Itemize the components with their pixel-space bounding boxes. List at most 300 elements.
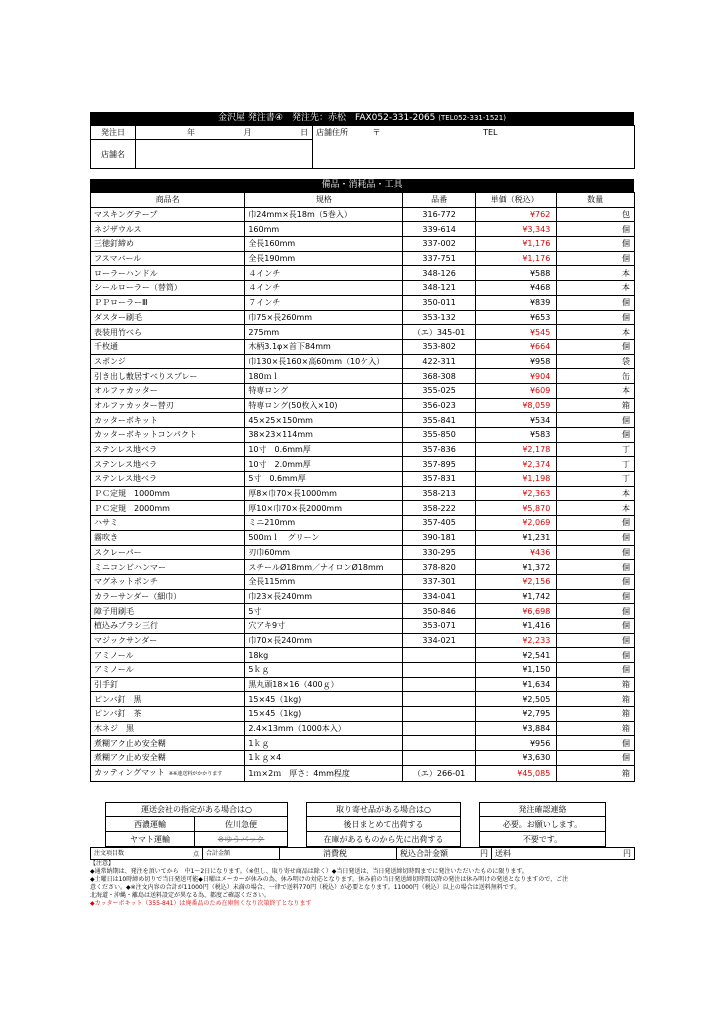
item-code: 358-222 xyxy=(403,501,475,516)
item-quantity-unit[interactable]: 個 xyxy=(557,516,635,531)
item-spec: 1ｋｇ xyxy=(245,736,403,751)
item-name: スポンジ xyxy=(94,356,126,366)
item-row xyxy=(91,339,635,354)
item-name-cell xyxy=(91,369,245,384)
item-name: 引手釘 xyxy=(94,680,118,690)
backorder-box-title: 取り寄せ品がある場合は○ xyxy=(307,803,461,817)
tax-label: 消費税 xyxy=(323,849,347,858)
item-quantity-unit[interactable]: 本 xyxy=(557,281,635,296)
item-spec: 木柄3.1φ×首下84mm xyxy=(245,339,403,354)
item-spec: 穴アキ9寸 xyxy=(245,618,403,633)
item-price: ¥583 xyxy=(475,428,556,443)
item-name: ローラーハンドル xyxy=(94,268,158,278)
item-spec: 2.4×13mm（1000本入） xyxy=(245,721,403,736)
item-note: ※※連送料がかかります xyxy=(168,770,223,777)
items-table xyxy=(90,192,635,782)
item-spec: 275mm xyxy=(245,325,403,340)
option-confirmation-required[interactable]: 必要。お願いします。 xyxy=(480,817,606,832)
item-price: ¥2,069 xyxy=(475,516,556,531)
item-spec: 特専ロング xyxy=(245,383,403,398)
item-code: 339-614 xyxy=(403,222,475,237)
item-row xyxy=(91,237,635,252)
option-ship-together[interactable]: 後日まとめて出荷する xyxy=(307,817,461,832)
item-row xyxy=(91,765,635,781)
item-price: ¥1,634 xyxy=(475,677,556,692)
item-name: 煮糊アク止め安全糊 xyxy=(94,753,166,763)
item-row xyxy=(91,677,635,692)
item-code: 337-301 xyxy=(403,574,475,589)
item-name: ネジザウルス xyxy=(94,224,142,234)
notes-line-3: 意ください。◆※注文内容の合計が11000円（税込）未満の場合、一律で送料770円（税込）が必要となります。11000円（税込）以上の場合は送料無料です。 xyxy=(90,884,521,891)
item-name: ＰＰローラーⅢ xyxy=(94,298,148,308)
item-name-cell xyxy=(91,736,245,751)
item-row xyxy=(91,663,635,678)
item-code: 334-041 xyxy=(403,589,475,604)
item-name: スクレーパー xyxy=(94,547,142,557)
item-quantity-unit[interactable]: 個 xyxy=(557,663,635,678)
store-info-table xyxy=(90,125,635,169)
item-code: 355-841 xyxy=(403,413,475,428)
item-name: 引き出し敷居すべりスプレー xyxy=(94,371,198,381)
item-price: ¥762 xyxy=(475,207,556,222)
item-name-cell xyxy=(91,266,245,281)
item-name: マグネットポンチ xyxy=(94,577,158,587)
item-name: ダスター刷毛 xyxy=(94,312,142,322)
item-row xyxy=(91,516,635,531)
item-quantity-unit[interactable]: 個 xyxy=(557,604,635,619)
item-code: 337-751 xyxy=(403,251,475,266)
shipping-box-title: 運送会社の指定がある場合は○ xyxy=(106,803,288,817)
item-code: 378-820 xyxy=(403,560,475,575)
item-price: ¥653 xyxy=(475,310,556,325)
item-price: ¥1,150 xyxy=(475,663,556,678)
item-code: 348-121 xyxy=(403,281,475,296)
item-code: （エ）345-01 xyxy=(403,325,475,340)
item-price: ¥2,233 xyxy=(475,633,556,648)
item-code xyxy=(403,663,475,678)
item-spec: 15×45（1kg) xyxy=(245,692,403,707)
item-price: ¥958 xyxy=(475,354,556,369)
item-code: 334-021 xyxy=(403,633,475,648)
item-quantity-unit[interactable]: 個 xyxy=(557,413,635,428)
item-price: ¥45,085 xyxy=(475,765,556,781)
order-form-title-bar xyxy=(90,112,634,125)
item-quantity-unit[interactable]: 個 xyxy=(557,736,635,751)
item-price: ¥2,178 xyxy=(475,442,556,457)
item-quantity-unit[interactable]: 缶 xyxy=(557,369,635,384)
item-price: ¥3,884 xyxy=(475,721,556,736)
item-quantity-unit[interactable]: 個 xyxy=(557,618,635,633)
item-row xyxy=(91,281,635,296)
item-name: ステンレス地ベラ xyxy=(94,474,157,484)
item-spec: ４インチ xyxy=(245,281,403,296)
item-spec: 160mm xyxy=(245,222,403,237)
notes-line-4: 北海道・沖縄・離島は送料設定が異なる為、都度ご確認ください。 xyxy=(90,892,271,899)
notes-section xyxy=(90,860,635,908)
item-quantity-unit[interactable]: 個 xyxy=(557,633,635,648)
item-quantity-unit[interactable]: 丁 xyxy=(557,457,635,472)
item-name-cell xyxy=(91,604,245,619)
notes-heading: 【注意】 xyxy=(90,860,115,867)
item-name: アミノール xyxy=(94,665,134,675)
item-name-cell xyxy=(91,618,245,633)
item-quantity-unit[interactable]: 個 xyxy=(557,428,635,443)
item-name: カッターボキット xyxy=(94,415,158,425)
item-row xyxy=(91,310,635,325)
item-name: オルファカッター xyxy=(94,386,158,396)
item-price: ¥3,343 xyxy=(475,222,556,237)
item-quantity-unit[interactable]: 箱 xyxy=(557,721,635,736)
item-code: 357-836 xyxy=(403,442,475,457)
item-code: 353-071 xyxy=(403,618,475,633)
item-price: ¥1,198 xyxy=(475,472,556,487)
store-name-label: 店舗名 xyxy=(91,140,136,169)
item-price: ¥2,374 xyxy=(475,457,556,472)
item-code: 350-011 xyxy=(403,295,475,310)
item-quantity-unit[interactable]: 箱 xyxy=(557,398,635,413)
item-name: マジックサンダー xyxy=(94,635,158,645)
item-name: カッターボキットコンパクト xyxy=(94,430,197,440)
item-row xyxy=(91,428,635,443)
item-quantity-unit[interactable]: 個 xyxy=(557,574,635,589)
item-name: 木ネジ 黒 xyxy=(94,724,134,734)
tax-field[interactable] xyxy=(280,848,397,860)
item-spec: 18kg xyxy=(245,648,403,663)
item-name-cell xyxy=(91,354,245,369)
item-spec: 38×23×114mm xyxy=(245,428,403,443)
item-name: ピンバ釘 黒 xyxy=(94,694,142,704)
item-spec: 10寸 0.6mm厚 xyxy=(245,442,403,457)
item-code: 358-213 xyxy=(403,486,475,501)
col-header-name: 商品名 xyxy=(91,193,245,208)
item-code: （エ）266-01 xyxy=(403,765,475,781)
item-quantity-unit[interactable]: 包 xyxy=(557,207,635,222)
item-name-cell xyxy=(91,398,245,413)
item-name: 植込みブラシ三行 xyxy=(94,621,158,631)
item-price: ¥904 xyxy=(475,369,556,384)
item-spec: 全長115mm xyxy=(245,574,403,589)
store-address-label: 店舗住所 xyxy=(316,128,348,137)
item-name: シールローラー（替筒） xyxy=(94,283,182,293)
col-header-quantity: 数量 xyxy=(557,193,635,208)
item-spec: 15×45（1kg) xyxy=(245,707,403,722)
item-price: ¥1,416 xyxy=(475,618,556,633)
item-name: 表装用竹べら xyxy=(94,327,142,337)
store-address-field[interactable] xyxy=(313,126,635,169)
item-name-cell xyxy=(91,295,245,310)
item-name: 三徳釘締め xyxy=(94,239,134,249)
item-code: 422-311 xyxy=(403,354,475,369)
item-quantity-unit[interactable]: 個 xyxy=(557,310,635,325)
item-name-cell xyxy=(91,310,245,325)
item-spec: 10寸 2.0mm厚 xyxy=(245,457,403,472)
item-name: アミノール xyxy=(94,650,134,660)
option-yupack: ※ゆうパック xyxy=(195,832,288,847)
item-code: 357-405 xyxy=(403,516,475,531)
item-name-cell xyxy=(91,486,245,501)
item-spec: 巾130×長160×高60mm（10ケ入） xyxy=(245,354,403,369)
total-incl-tax-yen: 円 xyxy=(480,849,488,858)
item-quantity-unit[interactable]: 丁 xyxy=(557,442,635,457)
item-row xyxy=(91,222,635,237)
item-name: フスマバール xyxy=(94,254,142,264)
order-confirmation-box xyxy=(479,802,606,847)
item-name: カラーサンダー（細巾） xyxy=(94,591,182,601)
item-name: ステンレス地ベラ xyxy=(94,459,157,469)
item-name: ＰＣ定規 1000mm xyxy=(94,489,170,499)
item-code xyxy=(403,692,475,707)
item-name: ＰＣ定規 2000mm xyxy=(94,503,170,513)
item-price: ¥6,698 xyxy=(475,604,556,619)
item-row xyxy=(91,648,635,663)
item-quantity-unit[interactable]: 個 xyxy=(557,751,635,766)
item-code xyxy=(403,751,475,766)
totals-row xyxy=(90,847,635,860)
item-row xyxy=(91,413,635,428)
item-row xyxy=(91,251,635,266)
item-code: 330-295 xyxy=(403,545,475,560)
backorder-box xyxy=(306,802,461,847)
item-spec: ７インチ xyxy=(245,295,403,310)
item-quantity-unit[interactable]: 個 xyxy=(557,545,635,560)
notes-line-2: ◆土曜日は10時締め切りで当日発送可能◆日曜はメーカーが休みの為、休み明けの対応となります。休み前の当日発送締切時間以降の発注は休み明けの発送となりますので、ご注 xyxy=(90,876,569,883)
item-count-field[interactable] xyxy=(91,848,203,860)
item-name-cell xyxy=(91,765,245,781)
item-name-cell xyxy=(91,222,245,237)
item-spec: 厚10×巾70×長2000mm xyxy=(245,501,403,516)
item-name-cell xyxy=(91,545,245,560)
item-name-cell xyxy=(91,692,245,707)
item-name-cell xyxy=(91,633,245,648)
item-row xyxy=(91,354,635,369)
item-spec: 5寸 0.6mm厚 xyxy=(245,472,403,487)
order-date-label: 発注日 xyxy=(91,126,136,140)
item-price: ¥664 xyxy=(475,339,556,354)
item-code: 355-025 xyxy=(403,383,475,398)
item-row xyxy=(91,751,635,766)
item-name: ステンレス地ベラ xyxy=(94,445,157,455)
item-spec: ミニ210mm xyxy=(245,516,403,531)
item-name-cell xyxy=(91,589,245,604)
item-quantity-unit[interactable]: 個 xyxy=(557,339,635,354)
item-quantity-unit[interactable]: 本 xyxy=(557,501,635,516)
item-price: ¥468 xyxy=(475,281,556,296)
items-section-title: 備品・消耗品・工具 xyxy=(321,180,403,190)
item-price: ¥1,231 xyxy=(475,530,556,545)
item-price: ¥2,541 xyxy=(475,648,556,663)
option-sagawa[interactable]: 佐川急便 xyxy=(195,817,288,832)
item-name: ミニコンビハンマー xyxy=(94,562,166,572)
item-code: 356-023 xyxy=(403,398,475,413)
item-quantity-unit[interactable]: 袋 xyxy=(557,354,635,369)
item-code: 337-002 xyxy=(403,237,475,252)
order-date-field[interactable]: 年 月 日 xyxy=(136,126,313,140)
item-quantity-unit[interactable]: 個 xyxy=(557,530,635,545)
item-spec: 5ｋｇ xyxy=(245,663,403,678)
item-spec: 巾70×長240mm xyxy=(245,633,403,648)
total-incl-tax-field[interactable] xyxy=(397,848,492,860)
item-row xyxy=(91,530,635,545)
item-price: ¥534 xyxy=(475,413,556,428)
item-name-cell xyxy=(91,663,245,678)
item-name-cell xyxy=(91,383,245,398)
col-header-code: 品番 xyxy=(403,193,475,208)
item-name-cell xyxy=(91,339,245,354)
item-quantity-unit[interactable]: 個 xyxy=(557,648,635,663)
item-spec: 5寸 xyxy=(245,604,403,619)
item-price: ¥3,630 xyxy=(475,751,556,766)
item-row xyxy=(91,604,635,619)
item-name-cell xyxy=(91,442,245,457)
item-price: ¥2,505 xyxy=(475,692,556,707)
item-row xyxy=(91,486,635,501)
item-name-cell xyxy=(91,751,245,766)
item-row xyxy=(91,721,635,736)
option-ship-in-stock-first[interactable]: 在庫があるものから先に出荷する xyxy=(307,832,461,847)
item-name: ハサミ xyxy=(94,518,118,528)
item-row xyxy=(91,618,635,633)
option-yamato[interactable]: ヤマト運輸 xyxy=(106,832,195,847)
item-code: 355-850 xyxy=(403,428,475,443)
item-spec: ４インチ xyxy=(245,266,403,281)
items-section-title-bar xyxy=(90,179,634,192)
item-price: ¥1,176 xyxy=(475,237,556,252)
item-row xyxy=(91,501,635,516)
item-row xyxy=(91,457,635,472)
item-spec: 巾23×長240mm xyxy=(245,589,403,604)
item-price: ¥545 xyxy=(475,325,556,340)
item-quantity-unit[interactable]: 本 xyxy=(557,383,635,398)
item-code: 316-772 xyxy=(403,207,475,222)
item-quantity-unit[interactable]: 個 xyxy=(557,295,635,310)
item-quantity-unit[interactable]: 本 xyxy=(557,266,635,281)
item-row xyxy=(91,266,635,281)
item-price: ¥588 xyxy=(475,266,556,281)
item-name-cell xyxy=(91,281,245,296)
item-name-cell xyxy=(91,574,245,589)
item-quantity-unit[interactable]: 丁 xyxy=(557,472,635,487)
item-row xyxy=(91,589,635,604)
item-spec: 刃巾60mm xyxy=(245,545,403,560)
item-row xyxy=(91,707,635,722)
item-quantity-unit[interactable]: 箱 xyxy=(557,765,635,781)
item-name-cell xyxy=(91,677,245,692)
item-price: ¥609 xyxy=(475,383,556,398)
item-name-cell xyxy=(91,207,245,222)
item-spec: 巾75×長260mm xyxy=(245,310,403,325)
item-quantity-unit[interactable]: 箱 xyxy=(557,707,635,722)
option-confirmation-not-required[interactable]: 不要です。 xyxy=(480,832,606,847)
item-row xyxy=(91,736,635,751)
item-quantity-unit[interactable]: 箱 xyxy=(557,677,635,692)
item-code: 348-126 xyxy=(403,266,475,281)
item-name-cell xyxy=(91,472,245,487)
item-name-cell xyxy=(91,457,245,472)
item-name: ピンバ釘 茶 xyxy=(94,709,142,719)
item-row xyxy=(91,383,635,398)
item-name: 煮糊アク止め安全糊 xyxy=(94,738,166,748)
item-price: ¥5,870 xyxy=(475,501,556,516)
item-row xyxy=(91,442,635,457)
item-count-label: 注文項目数 xyxy=(94,850,125,857)
item-code: 353-802 xyxy=(403,339,475,354)
item-name: 障子用刷毛 xyxy=(94,606,134,616)
item-name-cell xyxy=(91,325,245,340)
item-spec: 特専ロング(50枚入×10) xyxy=(245,398,403,413)
supplier-tel: (TEL052-331-1521) xyxy=(438,114,506,122)
item-row xyxy=(91,574,635,589)
item-spec: 黒丸頭18×16（400ｇ） xyxy=(245,677,403,692)
item-price: ¥2,363 xyxy=(475,486,556,501)
col-header-spec: 規格 xyxy=(245,193,403,208)
tel-label: TEL xyxy=(483,128,498,137)
notes-line-5: ◆カッターボキット（355-841）は廃番品のため在庫無くなり次第終了となります xyxy=(90,900,312,907)
item-row xyxy=(91,692,635,707)
item-name: オルファカッター替刃 xyxy=(94,400,174,410)
item-row xyxy=(91,633,635,648)
item-price: ¥956 xyxy=(475,736,556,751)
option-seino[interactable]: 西濃運輸 xyxy=(106,817,195,832)
item-quantity-unit[interactable]: 個 xyxy=(557,237,635,252)
item-name-cell xyxy=(91,648,245,663)
item-quantity-unit[interactable]: 個 xyxy=(557,222,635,237)
item-spec: 1ｋｇ×4 xyxy=(245,751,403,766)
item-code: 368-308 xyxy=(403,369,475,384)
shipping-fee-label: 送料 xyxy=(495,849,511,858)
total-incl-tax-label: 税込合計金額 xyxy=(400,849,448,858)
item-quantity-unit[interactable]: 箱 xyxy=(557,692,635,707)
item-name-cell xyxy=(91,560,245,575)
item-name-cell xyxy=(91,413,245,428)
store-name-field[interactable] xyxy=(136,140,313,169)
item-quantity-unit[interactable]: 個 xyxy=(557,589,635,604)
item-spec: 500ｍｌ グリーン xyxy=(245,530,403,545)
item-row xyxy=(91,207,635,222)
item-name-cell xyxy=(91,237,245,252)
item-name: カッティングマット xyxy=(94,767,165,777)
shipping-fee-field[interactable] xyxy=(492,848,635,860)
item-price: ¥2,156 xyxy=(475,574,556,589)
item-name-cell xyxy=(91,251,245,266)
item-row xyxy=(91,560,635,575)
item-name-cell xyxy=(91,707,245,722)
col-header-price: 単価（税込） xyxy=(475,193,556,208)
item-price: ¥839 xyxy=(475,295,556,310)
item-row xyxy=(91,472,635,487)
item-spec: スチールØ18mm／ナイロンØ18mm xyxy=(245,560,403,575)
item-spec: 45×25×150mm xyxy=(245,413,403,428)
item-name-cell xyxy=(91,721,245,736)
item-code xyxy=(403,677,475,692)
item-name: 千枚通 xyxy=(94,342,118,352)
total-amount-field[interactable] xyxy=(203,848,280,860)
item-price: ¥1,742 xyxy=(475,589,556,604)
item-price: ¥8,059 xyxy=(475,398,556,413)
item-quantity-unit[interactable]: 個 xyxy=(557,251,635,266)
item-price: ¥1,176 xyxy=(475,251,556,266)
item-quantity-unit[interactable]: 本 xyxy=(557,325,635,340)
item-name: 霧吹き xyxy=(94,533,118,543)
postal-mark: 〒 xyxy=(372,128,381,137)
item-row xyxy=(91,295,635,310)
order-form-title: 金沢屋 発注書④ 発注先：赤松 FAX052-331-2065 xyxy=(218,113,436,123)
item-quantity-unit[interactable]: 本 xyxy=(557,486,635,501)
item-row xyxy=(91,398,635,413)
item-spec: 1ｍ×2ｍ 厚さ：4mm程度 xyxy=(245,765,403,781)
item-spec: 180ｍｌ xyxy=(245,369,403,384)
shipping-company-box xyxy=(105,802,288,847)
item-quantity-unit[interactable]: 個 xyxy=(557,560,635,575)
